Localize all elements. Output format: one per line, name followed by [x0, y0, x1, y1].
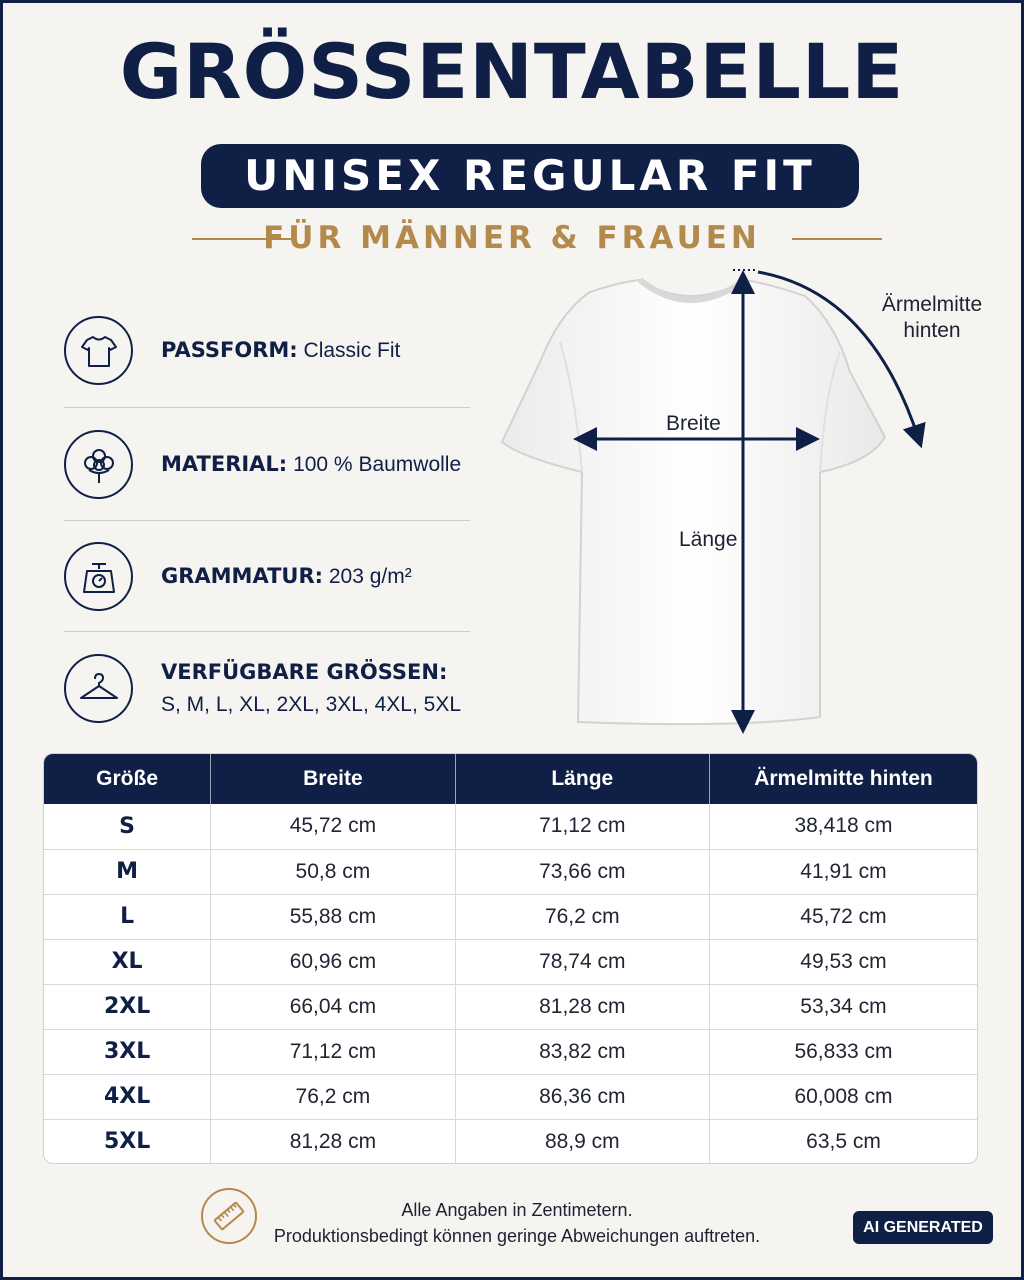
table-header-row	[44, 754, 977, 804]
width-cell: 55,88 cm	[211, 894, 455, 939]
table-row	[44, 984, 977, 1029]
width-cell: 60,96 cm	[211, 939, 455, 984]
table-row	[44, 894, 977, 939]
sleeve-cell: 56,833 cm	[709, 1029, 977, 1074]
table-row	[44, 1029, 977, 1074]
length-cell: 86,36 cm	[455, 1074, 709, 1119]
length-cell: 88,9 cm	[455, 1119, 709, 1164]
feature-value: 203 g/m²	[328, 564, 412, 588]
table-row	[44, 939, 977, 984]
divider	[64, 407, 470, 408]
sleeve-cell: 45,72 cm	[709, 894, 977, 939]
sleeve-cell: 63,5 cm	[806, 1129, 881, 1153]
width-cell: 45,72 cm	[211, 804, 455, 849]
scale-icon	[64, 542, 133, 611]
size-cell: L	[44, 894, 211, 939]
page-title: GRÖSSENTABELLE	[119, 27, 905, 116]
table-row	[44, 1119, 977, 1164]
table-row	[44, 1074, 977, 1119]
ai-generated-badge: AI GENERATED	[853, 1211, 993, 1244]
sleeve-label	[877, 292, 987, 344]
size-table	[43, 753, 978, 1164]
sleeve-cell: 38,418 cm	[709, 804, 977, 849]
length-label: Länge	[679, 528, 738, 551]
tshirt-icon	[64, 316, 133, 385]
size-cell: 3XL	[44, 1029, 211, 1074]
sleeve-cell: 41,91 cm	[709, 849, 977, 894]
width-cell: 81,28 cm	[211, 1119, 455, 1164]
tshirt-diagram	[490, 262, 1000, 742]
length-cell: 81,28 cm	[455, 984, 709, 1029]
tagline: FÜR MÄNNER & FRAUEN	[263, 220, 761, 256]
column-header-width: Breite	[211, 754, 455, 804]
width-cell: 50,8 cm	[211, 849, 455, 894]
size-cell: 4XL	[44, 1074, 211, 1119]
column-header-length: Länge	[455, 754, 709, 804]
cotton-icon	[64, 430, 133, 499]
feature-material	[64, 409, 470, 520]
width-cell: 66,04 cm	[211, 984, 455, 1029]
sleeve-label-line1: Ärmelmitte	[881, 293, 983, 316]
width-cell: 76,2 cm	[211, 1074, 455, 1119]
feature-weight	[64, 521, 470, 632]
feature-value: 100 % Baumwolle	[293, 452, 462, 476]
size-cell: M	[44, 849, 211, 894]
feature-sizes	[64, 633, 470, 744]
sleeve-cell: 60,008 cm	[709, 1074, 977, 1119]
hanger-icon	[64, 654, 133, 723]
size-cell: 5XL	[44, 1119, 211, 1164]
column-header-size: Größe	[44, 754, 211, 804]
feature-label: GRAMMATUR:	[161, 563, 324, 588]
feature-fit	[64, 295, 470, 406]
length-cell: 83,82 cm	[455, 1029, 709, 1074]
width-cell: 71,12 cm	[211, 1029, 455, 1074]
tagline-rule-right	[792, 238, 882, 240]
feature-value: Classic Fit	[303, 338, 401, 362]
table-row	[44, 804, 977, 849]
footer-line-1: Alle Angaben in Zentimetern.	[401, 1200, 633, 1220]
footer-note	[262, 1197, 772, 1249]
size-cell: 2XL	[44, 984, 211, 1029]
width-label: Breite	[666, 412, 721, 435]
feature-value: S, M, L, XL, 2XL, 3XL, 4XL, 5XL	[161, 692, 462, 716]
length-cell: 73,66 cm	[455, 849, 709, 894]
sleeve-cell: 49,53 cm	[709, 939, 977, 984]
tshirt-body	[502, 280, 885, 724]
divider	[64, 631, 470, 632]
sleeve-cell: 53,34 cm	[709, 984, 977, 1029]
footer-line-2: Produktionsbedingt können geringe Abweichungen auftreten.	[273, 1226, 761, 1246]
length-cell: 71,12 cm	[455, 804, 709, 849]
subtitle-banner: UNISEX REGULAR FIT	[201, 144, 859, 208]
size-cell: XL	[44, 939, 211, 984]
ruler-icon	[201, 1188, 257, 1244]
feature-label: MATERIAL:	[161, 451, 288, 476]
length-cell: 76,2 cm	[455, 894, 709, 939]
length-cell: 78,74 cm	[455, 939, 709, 984]
feature-label: VERFÜGBARE GRÖSSEN:	[161, 660, 448, 684]
column-header-sleeve: Ärmelmitte hinten	[754, 767, 933, 790]
table-row	[44, 849, 977, 894]
feature-label: PASSFORM:	[161, 337, 298, 362]
size-cell: S	[44, 804, 211, 849]
sleeve-label-line2: hinten	[903, 319, 961, 342]
